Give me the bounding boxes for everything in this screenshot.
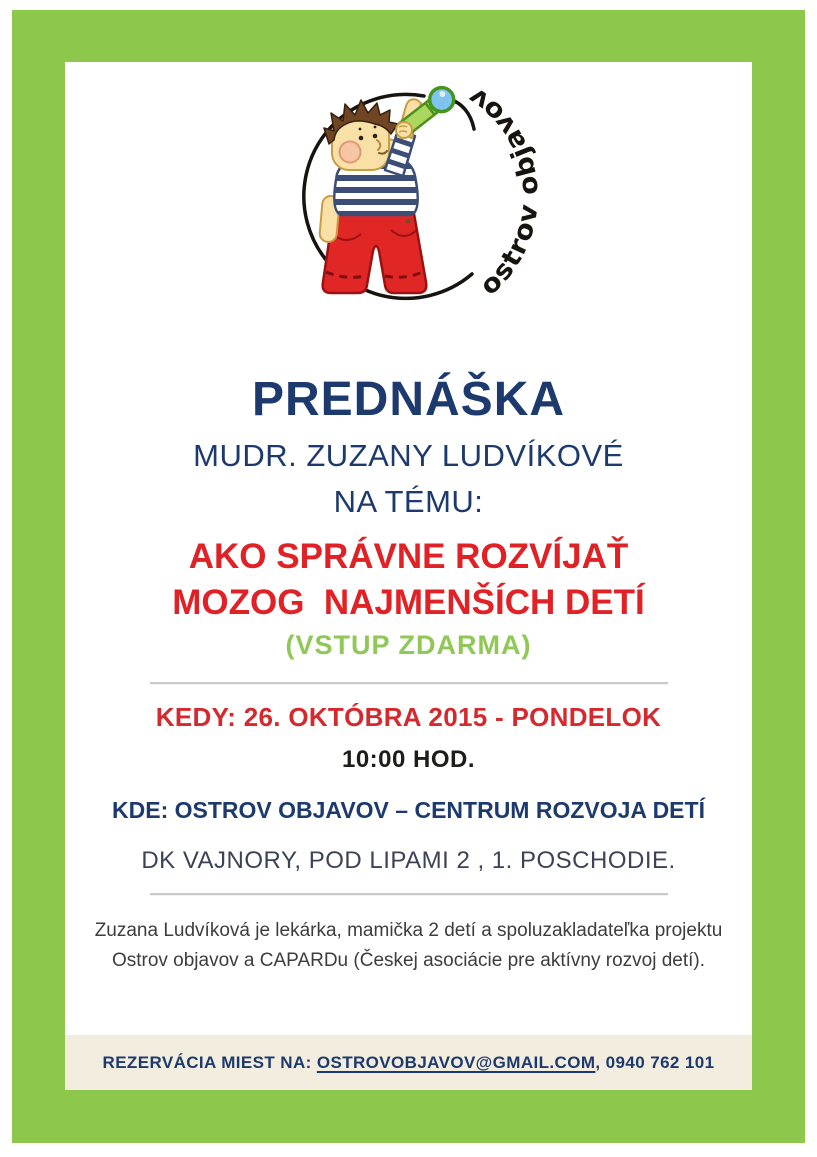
bio-line-2: Ostrov objavov a CAPARDu (Českej asociácie pre aktívny rozvoj detí). [111, 950, 706, 971]
poster-content [65, 62, 752, 1090]
green-border [12, 10, 805, 1143]
logo-boy [319, 84, 458, 293]
divider-top [150, 682, 668, 685]
time-line: 10:00 HOD. [341, 746, 476, 773]
topic-intro: NA TÉMU: [333, 484, 484, 519]
topic-line-2: MOZOG NAJMENŠÍCH DETÍ [172, 583, 645, 622]
reservation-label: REZERVÁCIA MIEST NA: [102, 1052, 317, 1072]
venue-line: DK VAJNORY, POD LIPAMI 2 , 1. POSCHODIE. [141, 847, 676, 874]
speaker-line: MUDR. ZUZANY LUDVÍKOVÉ [193, 438, 624, 473]
reservation-bar [65, 1035, 752, 1090]
page-title: PREDNÁŠKA [251, 373, 566, 426]
divider-bottom [150, 893, 668, 896]
topic-line-1: AKO SPRÁVNE ROZVÍJAŤ [188, 537, 629, 576]
bio-line-1: Zuzana Ludvíková je lekárka, mamička 2 detí a spoluzakladateľka projektu [94, 920, 723, 941]
when-line: KEDY: 26. OKTÓBRA 2015 - PONDELOK [155, 702, 662, 732]
reservation-email: OSTROVOBJAVOV@GMAIL.COM [316, 1052, 596, 1072]
svg-text:ostrov objavov [462, 84, 545, 301]
bio-paragraph [65, 916, 752, 976]
where-line: KDE: OSTROV OBJAVOV – CENTRUM ROZVOJA DETÍ [112, 797, 705, 823]
ostrov-objavov-logo [301, 84, 571, 314]
reservation-phone: , 0940 762 101 [595, 1052, 715, 1072]
reservation-text [103, 1053, 715, 1073]
admission-note: (VSTUP ZDARMA) [285, 630, 532, 660]
logo-circle-text: ostrov objavov [462, 84, 545, 302]
